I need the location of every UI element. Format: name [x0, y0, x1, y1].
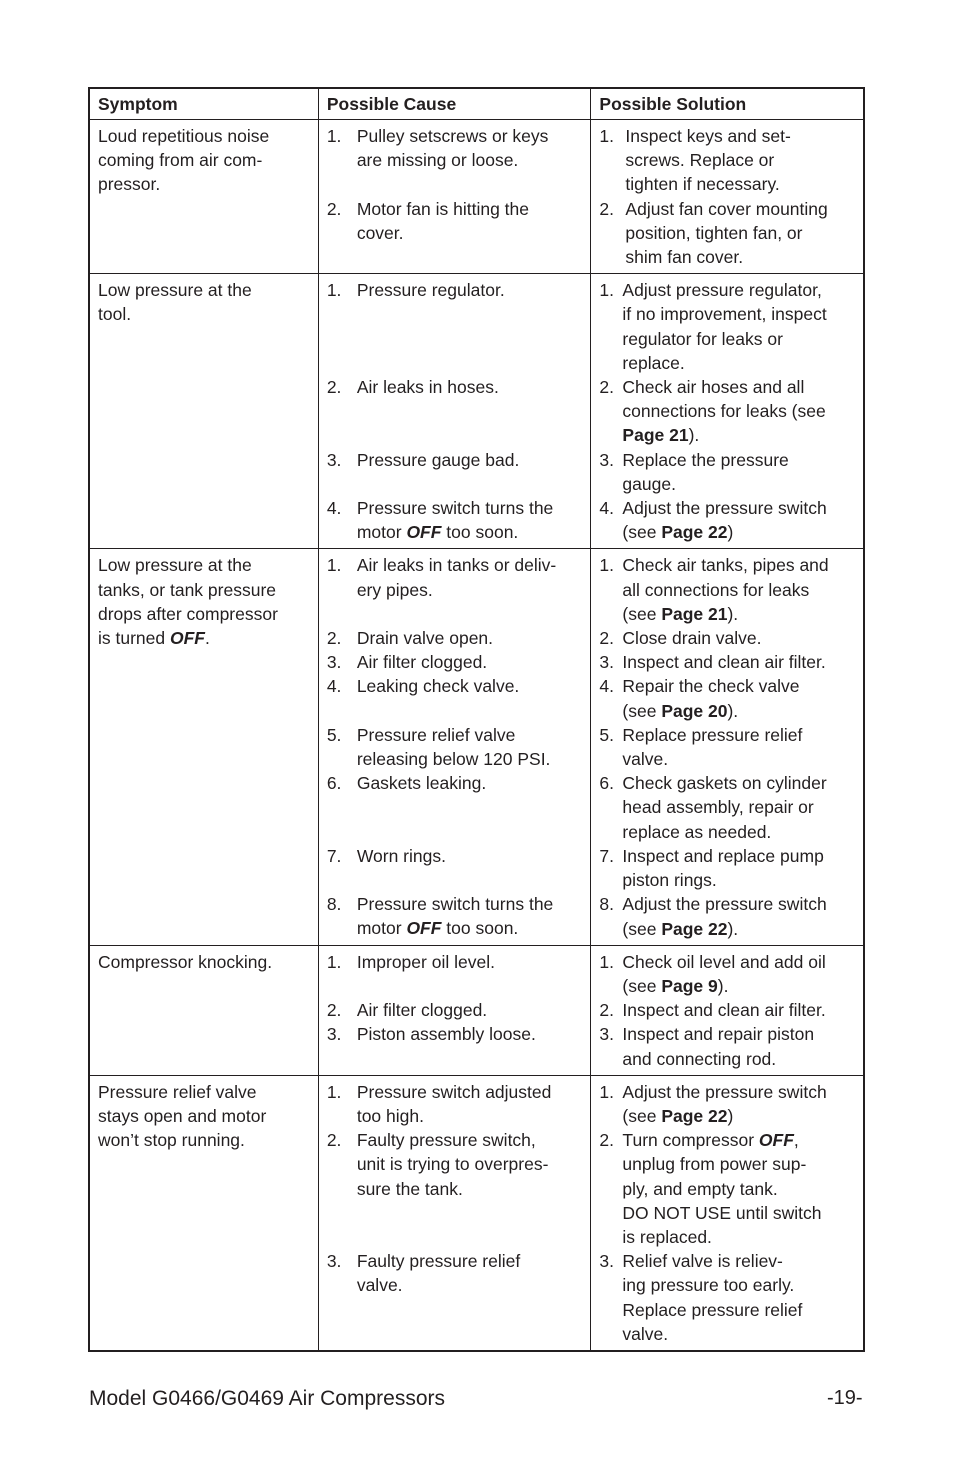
list-item: 2. Close drain valve.: [599, 628, 762, 649]
cause-cell: [319, 946, 592, 1075]
cause-cell: [319, 1076, 592, 1350]
list-item: 2. Check air hoses and all connections for leaks (see Page 21).: [599, 377, 826, 446]
solution-cell: [591, 120, 863, 273]
symptom-cell: Pressure relief valve stays open and motor won’t stop running.: [90, 1076, 319, 1350]
header-possible-solution: Possible Solution: [599, 94, 747, 114]
list-item: 3. Replace the pressure gauge.: [599, 449, 789, 494]
solution-cell: [591, 274, 863, 548]
list-item: 2. Air leaks in hoses.: [326, 376, 499, 397]
list-item: 1. Check air tanks, pipes and all connections for leaks (see Page 21).: [599, 555, 829, 624]
footer-model: Model G0466/G0469 Air Compressors: [89, 1387, 446, 1410]
list-item: 2. Inspect and clean air filter.: [599, 1000, 826, 1021]
solution-cell: [591, 549, 863, 944]
list-item: 7. Inspect and replace pump piston rings.: [599, 845, 824, 891]
list-item: 3. Relief valve is reliev- ing pressure too early. Replace pressure relief valve.: [599, 1251, 803, 1344]
header-possible-cause: Possible Cause: [319, 89, 592, 119]
list-item: 4. Leaking check valve.: [326, 676, 520, 697]
cause-cell: [319, 274, 592, 548]
solution-cell: [591, 946, 863, 1075]
list-item: 6. Gaskets leaking.: [326, 773, 487, 794]
page-ref: Page 22: [661, 918, 728, 939]
list-item: 1. Pulley setscrews or keys are missing or loose.: [326, 126, 549, 171]
page-ref: Page 22: [661, 1105, 728, 1126]
list-item: 2. Motor fan is hitting the cover.: [326, 198, 529, 243]
list-item: 2. Adjust fan cover mounting position, tighten fan, or shim fan cover.: [599, 198, 828, 268]
solution-cell: [591, 1076, 863, 1350]
list-item: 4. Repair the check valve (see Page 20).: [599, 676, 800, 721]
list-item: 6. Check gaskets on cylinder head assembly, repair or replace as needed.: [599, 773, 827, 842]
list-item: 1. Adjust pressure regulator, if no improvement, inspect regulator for leaks or replace.: [599, 280, 827, 373]
table-row: [90, 120, 863, 273]
list-item: 2. Turn compressor OFF, unplug from power sup- ply, and empty tank. DO NOT USE until switch is replaced.: [599, 1130, 822, 1247]
symptom-cell: Compressor knocking.: [90, 946, 319, 1075]
list-item: 1. Check oil level and add oil (see Page 9).: [599, 951, 826, 996]
list-item: 4. Pressure switch turns the motor OFF too soon.: [326, 497, 554, 543]
list-item: 7. Worn rings.: [326, 845, 446, 866]
list-item: 2. Air filter clogged.: [326, 1000, 488, 1021]
page-number: -19-: [827, 1387, 863, 1409]
table-header-row: [90, 89, 863, 120]
list-item: 2. Faulty pressure switch, unit is trying to overpres- sure the tank.: [326, 1130, 549, 1199]
table-row: [90, 1075, 863, 1350]
cause-cell: [319, 549, 592, 944]
page-ref: Page 21: [622, 425, 689, 446]
table-row: [90, 945, 863, 1075]
list-item: 1. Pressure switch adjusted too high.: [326, 1081, 552, 1126]
list-item: 2. Drain valve open.: [326, 628, 494, 649]
page-ref: Page 20: [661, 700, 728, 721]
page-ref: Page 9: [661, 975, 718, 996]
list-item: 1. Inspect keys and set- screws. Replace or tighten if necessary.: [599, 126, 791, 195]
list-item: 4. Adjust the pressure switch (see Page 22): [599, 498, 827, 543]
page-ref: Page 21: [661, 603, 728, 624]
list-item: 3. Inspect and clean air filter.: [599, 652, 826, 673]
list-item: 1. Air leaks in tanks or deliv- ery pipes.: [326, 555, 557, 600]
list-item: 3. Piston assembly loose.: [326, 1024, 536, 1045]
table-row: [90, 548, 863, 944]
header-symptom: Symptom: [90, 89, 319, 119]
list-item: 3. Inspect and repair piston and connecting rod.: [599, 1024, 815, 1069]
cause-cell: [319, 120, 592, 273]
list-item: 1. Improper oil level.: [326, 951, 495, 972]
table-row: [90, 273, 863, 548]
list-item: 3. Faulty pressure relief valve.: [326, 1251, 521, 1296]
list-item: 5. Replace pressure relief valve.: [599, 724, 803, 770]
symptom-cell: Low pressure at the tool.: [90, 274, 319, 548]
symptom-cell: Low pressure at the tanks, or tank pressure drops after compressor is turned OFF.: [90, 549, 319, 944]
list-item: 3. Pressure gauge bad.: [326, 449, 520, 470]
list-item: 5. Pressure relief valve releasing below 120 PSI.: [326, 724, 551, 770]
troubleshooting-table: [88, 87, 865, 1352]
page-ref: Page 22: [661, 522, 728, 543]
symptom-cell: Loud repetitious noise coming from air com- pressor.: [90, 120, 319, 273]
list-item: 8. Pressure switch turns the motor OFF too soon.: [326, 894, 554, 939]
list-item: 1. Adjust the pressure switch (see Page 22): [599, 1081, 827, 1126]
list-item: 8. Adjust the pressure switch (see Page 22).: [599, 894, 827, 939]
list-item: 1. Pressure regulator.: [326, 280, 505, 301]
list-item: 3. Air filter clogged.: [326, 652, 488, 673]
